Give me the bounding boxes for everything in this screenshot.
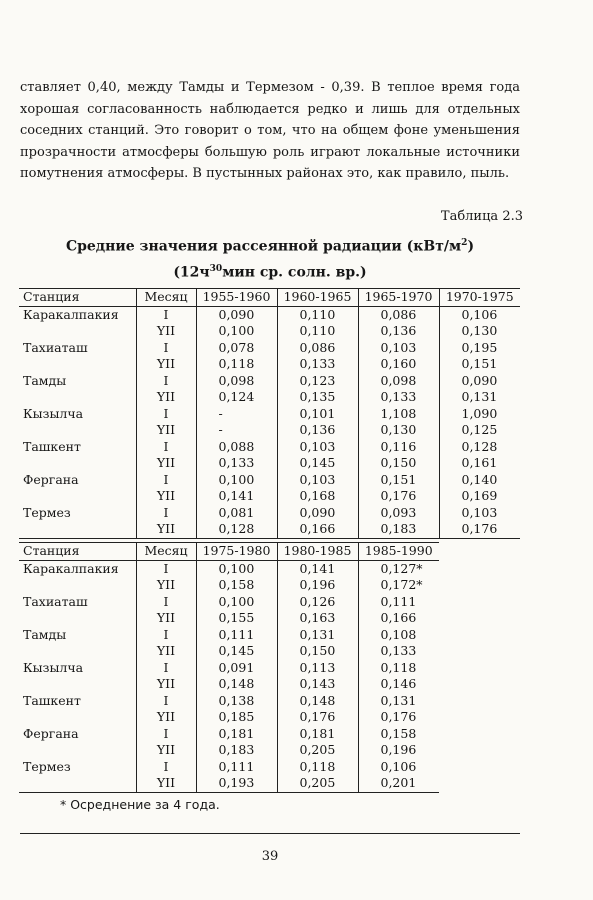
month-cell: I — [136, 660, 196, 677]
month-cell: YII — [136, 488, 196, 505]
value-cell: 0,151 — [439, 356, 520, 373]
value-cell: 0,145 — [277, 455, 358, 472]
table-row — [19, 455, 520, 472]
month-cell: YII — [136, 676, 196, 693]
radiation-table-2 — [19, 542, 520, 793]
month-cell: I — [136, 439, 196, 456]
table-row — [19, 306, 520, 323]
table-number: Таблица 2.3 — [440, 209, 523, 224]
value-cell: - — [196, 406, 277, 423]
table-row — [19, 488, 520, 505]
value-cell: 0,140 — [439, 472, 520, 489]
value-cell: - — [196, 422, 277, 439]
value-cell: 1,090 — [439, 406, 520, 423]
value-cell: 0,103 — [358, 340, 439, 357]
value-cell: 0,181 — [196, 726, 277, 743]
value-cell: 0,130 — [439, 323, 520, 340]
value-cell: 0,106 — [439, 306, 520, 323]
table-row — [19, 323, 520, 340]
value-cell: 0,150 — [277, 643, 358, 660]
column-header: Месяц — [136, 289, 196, 307]
month-cell: YII — [136, 521, 196, 538]
value-cell: 0,081 — [196, 505, 277, 522]
value-cell: 0,168 — [277, 488, 358, 505]
value-cell: 0,128 — [196, 521, 277, 538]
value-cell: 0,158 — [196, 577, 277, 594]
station-cell: Кызылча — [23, 405, 84, 421]
table-row — [19, 472, 520, 489]
table-row — [19, 594, 520, 611]
value-cell: 0,108 — [358, 627, 439, 644]
value-cell: 0,118 — [358, 660, 439, 677]
table-row — [19, 709, 520, 726]
table-header-row — [19, 543, 520, 561]
body-paragraph — [20, 77, 520, 185]
column-header: Месяц — [136, 543, 196, 561]
month-cell: YII — [136, 356, 196, 373]
value-cell: 0,090 — [277, 505, 358, 522]
station-cell — [19, 323, 136, 340]
footnote: * Осреднение за 4 года. — [60, 797, 220, 812]
value-cell: 0,113 — [277, 660, 358, 677]
table-row — [19, 340, 520, 357]
value-cell: 0,161 — [439, 455, 520, 472]
month-cell: I — [136, 594, 196, 611]
value-cell: 0,123 — [277, 373, 358, 390]
value-cell: 0,133 — [358, 389, 439, 406]
value-cell: 0,090 — [196, 306, 277, 323]
value-cell: 0,100 — [196, 560, 277, 577]
column-header: Станция — [19, 289, 136, 307]
month-cell: YII — [136, 709, 196, 726]
table-row — [19, 775, 520, 792]
value-cell: 0,196 — [358, 742, 439, 759]
station-cell: Тахиаташ — [23, 339, 88, 355]
station-cell — [19, 521, 136, 538]
table-row — [19, 693, 520, 710]
value-cell: 0,166 — [277, 521, 358, 538]
value-cell: 0,116 — [358, 439, 439, 456]
month-cell: YII — [136, 742, 196, 759]
table-row — [19, 505, 520, 522]
value-cell: 0,196 — [277, 577, 358, 594]
column-header: Станция — [19, 543, 136, 561]
table-row — [19, 627, 520, 644]
value-cell: 0,111 — [196, 627, 277, 644]
value-cell: 0,146 — [358, 676, 439, 693]
footer-rule — [20, 833, 520, 834]
paragraph-line: хорошая согласованность наблюдается редко и лишь для отдельных — [20, 101, 520, 117]
month-cell: I — [136, 759, 196, 776]
radiation-table-1 — [19, 288, 520, 539]
month-cell: I — [136, 373, 196, 390]
value-cell: 0,128 — [439, 439, 520, 456]
station-cell — [19, 488, 136, 505]
table-header-row — [19, 289, 520, 307]
value-cell: 0,100 — [196, 323, 277, 340]
value-cell: 0,103 — [277, 439, 358, 456]
table-row — [19, 660, 520, 677]
column-header: 1975-1980 — [196, 543, 277, 561]
value-cell: 0,176 — [439, 521, 520, 538]
value-cell: 0,181 — [277, 726, 358, 743]
station-cell — [19, 775, 136, 792]
table-row — [19, 422, 520, 439]
table-row — [19, 406, 520, 423]
value-cell: 0,111 — [196, 759, 277, 776]
table-row — [19, 521, 520, 538]
value-cell: 0,176 — [358, 709, 439, 726]
column-header: 1980-1985 — [277, 543, 358, 561]
value-cell: 0,148 — [196, 676, 277, 693]
value-cell: 0,106 — [358, 759, 439, 776]
value-cell: 0,125 — [439, 422, 520, 439]
value-cell: 0,133 — [277, 356, 358, 373]
station-cell: Термез — [23, 758, 71, 774]
station-cell: Кызылча — [23, 659, 84, 675]
column-header: 1960-1965 — [277, 289, 358, 307]
month-cell: YII — [136, 422, 196, 439]
station-cell: Ташкент — [23, 438, 81, 454]
paragraph-line: прозрачности атмосферы большую роль играют локальные источники — [20, 144, 520, 160]
table-row — [19, 356, 520, 373]
value-cell: 0,155 — [196, 610, 277, 627]
value-cell: 0,126 — [277, 594, 358, 611]
month-cell: I — [136, 472, 196, 489]
value-cell: 0,183 — [358, 521, 439, 538]
value-cell: 0,088 — [196, 439, 277, 456]
value-cell: 0,201 — [358, 775, 439, 792]
table-title-line-2: ($12ч^{30}мин$ ср. солн. вр.) — [173, 263, 367, 281]
month-cell: YII — [136, 643, 196, 660]
table-row — [19, 742, 520, 759]
value-cell: 0,145 — [196, 643, 277, 660]
station-cell — [19, 422, 136, 439]
station-cell — [19, 356, 136, 373]
station-cell — [19, 455, 136, 472]
value-cell: 0,151 — [358, 472, 439, 489]
value-cell: 0,135 — [277, 389, 358, 406]
station-cell — [19, 742, 136, 759]
value-cell: 0,176 — [358, 488, 439, 505]
month-cell: YII — [136, 323, 196, 340]
value-cell: 0,195 — [439, 340, 520, 357]
table-row — [19, 439, 520, 456]
value-cell: 0,160 — [358, 356, 439, 373]
month-cell: I — [136, 693, 196, 710]
station-cell: Тахиаташ — [23, 593, 88, 609]
station-cell: Тамды — [23, 372, 67, 388]
value-cell: 0,110 — [277, 306, 358, 323]
value-cell: 0,131 — [439, 389, 520, 406]
value-cell: 0,103 — [277, 472, 358, 489]
paragraph-line: ставляет 0,40, между Тамды и Термезом - 0,39. В теплое время года — [20, 80, 520, 95]
column-header: 1970-1975 — [439, 289, 520, 307]
column-header: 1985-1990 — [358, 543, 439, 561]
station-cell — [19, 610, 136, 627]
page-number: 39 — [261, 849, 279, 864]
column-header: 1965-1970 — [358, 289, 439, 307]
value-cell: 0,163 — [277, 610, 358, 627]
value-cell: 0,148 — [277, 693, 358, 710]
table-row — [19, 373, 520, 390]
value-cell: 0,136 — [277, 422, 358, 439]
table-row — [19, 610, 520, 627]
value-cell: 0,133 — [358, 643, 439, 660]
value-cell: 0,172* — [358, 577, 439, 594]
station-cell — [19, 643, 136, 660]
value-cell: 0,183 — [196, 742, 277, 759]
table-title — [20, 232, 520, 283]
value-cell: 1,108 — [358, 406, 439, 423]
value-cell: 0,133 — [196, 455, 277, 472]
value-cell: 0,205 — [277, 775, 358, 792]
station-cell: Тамды — [23, 626, 67, 642]
table-row — [19, 643, 520, 660]
value-cell: 0,141 — [196, 488, 277, 505]
paragraph-line: соседних станций. Это говорит о том, что на общем фоне уменьшения — [20, 123, 520, 138]
value-cell: 0,176 — [277, 709, 358, 726]
value-cell: 0,136 — [358, 323, 439, 340]
value-cell: 0,131 — [358, 693, 439, 710]
table-row — [19, 676, 520, 693]
table-title-line-1: Средние значения рассеянной радиации $(кВт/м^2)$ — [65, 238, 475, 255]
month-cell: I — [136, 726, 196, 743]
value-cell: 0,110 — [277, 323, 358, 340]
month-cell: I — [136, 505, 196, 522]
value-cell: 0,169 — [439, 488, 520, 505]
table-row — [19, 560, 520, 577]
value-cell: 0,158 — [358, 726, 439, 743]
value-cell: 0,103 — [439, 505, 520, 522]
value-cell: 0,091 — [196, 660, 277, 677]
value-cell: 0,090 — [439, 373, 520, 390]
value-cell: 0,118 — [277, 759, 358, 776]
station-cell: Каракалпакия — [23, 560, 119, 576]
value-cell: 0,101 — [277, 406, 358, 423]
station-cell — [19, 577, 136, 594]
value-cell: 0,205 — [277, 742, 358, 759]
value-cell: 0,100 — [196, 472, 277, 489]
value-cell: 0,118 — [196, 356, 277, 373]
month-cell: I — [136, 306, 196, 323]
table-row — [19, 759, 520, 776]
value-cell: 0,124 — [196, 389, 277, 406]
station-cell — [19, 676, 136, 693]
station-cell: Термез — [23, 504, 71, 520]
month-cell: I — [136, 340, 196, 357]
value-cell: 0,138 — [196, 693, 277, 710]
month-cell: I — [136, 560, 196, 577]
value-cell: 0,150 — [358, 455, 439, 472]
station-cell: Фергана — [23, 471, 79, 487]
table-row — [19, 577, 520, 594]
value-cell: 0,111 — [358, 594, 439, 611]
month-cell: YII — [136, 610, 196, 627]
value-cell: 0,166 — [358, 610, 439, 627]
value-cell: 0,131 — [277, 627, 358, 644]
value-cell: 0,127* — [358, 560, 439, 577]
month-cell: YII — [136, 389, 196, 406]
station-cell — [19, 389, 136, 406]
value-cell: 0,143 — [277, 676, 358, 693]
value-cell: 0,100 — [196, 594, 277, 611]
column-header: 1955-1960 — [196, 289, 277, 307]
month-cell: I — [136, 627, 196, 644]
value-cell: 0,078 — [196, 340, 277, 357]
month-cell: I — [136, 406, 196, 423]
value-cell: 0,086 — [277, 340, 358, 357]
station-cell — [19, 709, 136, 726]
station-cell: Каракалпакия — [23, 306, 119, 322]
value-cell: 0,086 — [358, 306, 439, 323]
value-cell: 0,098 — [196, 373, 277, 390]
station-cell: Фергана — [23, 725, 79, 741]
table-row — [19, 389, 520, 406]
value-cell: 0,098 — [358, 373, 439, 390]
station-cell: Ташкент — [23, 692, 81, 708]
value-cell: 0,093 — [358, 505, 439, 522]
month-cell: YII — [136, 775, 196, 792]
table-row — [19, 726, 520, 743]
value-cell: 0,130 — [358, 422, 439, 439]
value-cell: 0,193 — [196, 775, 277, 792]
value-cell: 0,141 — [277, 560, 358, 577]
month-cell: YII — [136, 577, 196, 594]
paragraph-line: помутнения атмосферы. В пустынных районах это, как правило, пыль. — [20, 166, 510, 181]
month-cell: YII — [136, 455, 196, 472]
value-cell: 0,185 — [196, 709, 277, 726]
